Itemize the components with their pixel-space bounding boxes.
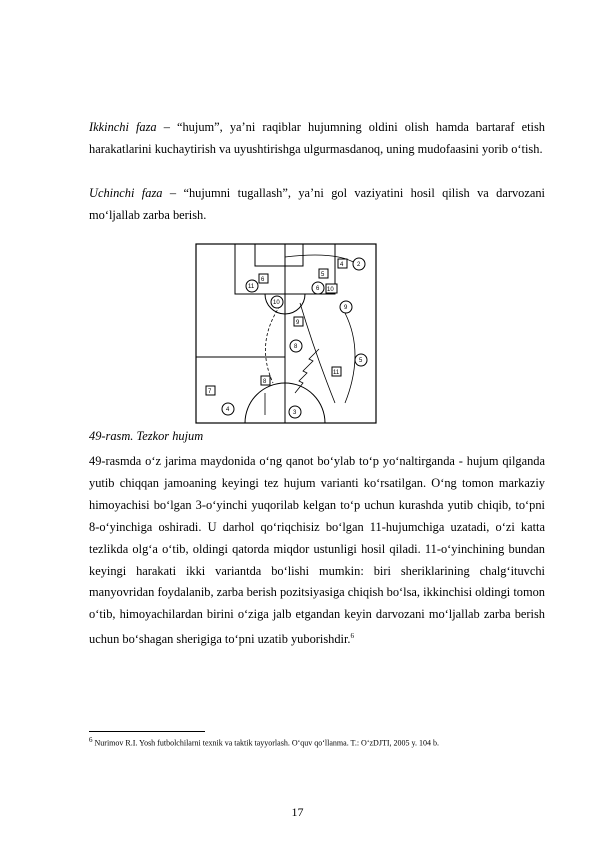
svg-text:9: 9 <box>296 320 300 326</box>
svg-text:9: 9 <box>344 305 348 311</box>
svg-text:5: 5 <box>359 358 363 364</box>
paragraph-phase-two <box>89 117 545 161</box>
phase-two-lead: Ikkinchi faza <box>89 120 157 134</box>
svg-text:7: 7 <box>208 389 212 395</box>
paragraph-description <box>89 451 545 651</box>
tactical-diagram <box>195 243 377 425</box>
footnote-ref[interactable]: 6 <box>350 632 355 641</box>
player-square-11 <box>332 367 341 376</box>
player-square-6 <box>259 274 268 283</box>
player-circle-4 <box>222 403 234 415</box>
page-number: 17 <box>291 805 304 819</box>
svg-text:4: 4 <box>226 407 230 413</box>
player-circle-3 <box>289 406 301 418</box>
player-circle-6 <box>312 282 324 294</box>
player-square-5 <box>319 269 328 278</box>
run-arrow-far <box>345 313 355 403</box>
svg-text:2: 2 <box>357 262 361 268</box>
svg-text:5: 5 <box>321 272 325 278</box>
footnote-divider <box>89 731 205 732</box>
player-square-7 <box>206 386 215 395</box>
footnote-mark: 6 <box>89 736 93 744</box>
svg-text:6: 6 <box>316 286 320 292</box>
footnote-text: Nurimov R.I. Yosh futbolchilarni texnik va taktik tayyorlash. O‘quv qo‘llanma. T.: O‘zDJTI, 2005 y. 104 b. <box>92 738 439 748</box>
player-square-9 <box>294 317 303 326</box>
player-circle-2 <box>353 258 365 270</box>
phase-two-text: – “hujum”, ya’ni raqiblar hujumning oldini olish hamda bartaraf etish harakatlarini kuchaytirish va uyushtirishga ulgurmasdanoq, uning mudofaasini yorib o‘tish. <box>89 120 545 156</box>
pitch-border <box>196 244 376 423</box>
footnote <box>89 734 545 750</box>
player-circle-11 <box>246 280 258 292</box>
svg-text:11: 11 <box>248 284 255 290</box>
svg-text:10: 10 <box>273 300 280 306</box>
player-square-8 <box>261 376 270 385</box>
player-circle-10 <box>271 296 283 308</box>
svg-text:3: 3 <box>293 410 297 416</box>
player-square-4 <box>338 259 347 268</box>
run-arrow-left <box>265 306 280 383</box>
player-square-10 <box>326 284 337 293</box>
dribble-zigzag <box>295 349 319 393</box>
svg-text:8: 8 <box>294 344 298 350</box>
description-text: 49-rasmda o‘z jarima maydonida o‘ng qanot bo‘ylab to‘p yo‘naltirganda - hujum qilganda yutib chiqqan jamoaning keyingi tez hujum varianti ko‘rsatilgan. O‘ng tomon markaziy himoyachisi bo‘lgan 3-o‘yinchi yuqorilab kelgan to‘p uchun kurashda yutib chiqib, to‘pni 8-o‘yinchiga oshiradi. U darhol qo‘riqchisiz bo‘lgan 11-hujumchiga uzatadi, o‘zi katta tezlikda olg‘a o‘tib, oldingi qatorda miqdor ustunligi hosil qiladi. 11-o‘yinchining bundan keyingi harakati ikki variantda bo‘lishi mumkin: biri sheriklarining chalg‘ituvchi manyovridan foydalanib, zarba berish pozitsiyasiga chiqish bo‘lsa, ikkinchisi oldingi tomon o‘tib, himoyachilardan birini o‘ziga jalb etgandan keyin darvozani mo‘ljallab zarba berish uchun bo‘shagan sherigiga to‘pni uzatib yuborishdir. <box>89 454 545 647</box>
svg-text:6: 6 <box>261 277 265 283</box>
svg-text:4: 4 <box>340 262 344 268</box>
goal-area <box>255 244 303 266</box>
phase-three-text: – “hujumni tugallash”, ya’ni gol vaziyatini hosil qilish va darvozani mo‘ljallab zarba berish. <box>89 186 546 222</box>
svg-text:8: 8 <box>263 379 267 385</box>
player-circle-9 <box>340 301 352 313</box>
phase-three-lead: Uchinchi faza <box>89 186 163 200</box>
player-circle-5 <box>355 354 367 366</box>
figure-caption: 49-rasm. Tezkor hujum <box>89 429 204 443</box>
svg-text:10: 10 <box>327 287 334 293</box>
svg-text:11: 11 <box>333 370 340 376</box>
player-circle-8 <box>290 340 302 352</box>
paragraph-phase-three <box>89 183 545 227</box>
